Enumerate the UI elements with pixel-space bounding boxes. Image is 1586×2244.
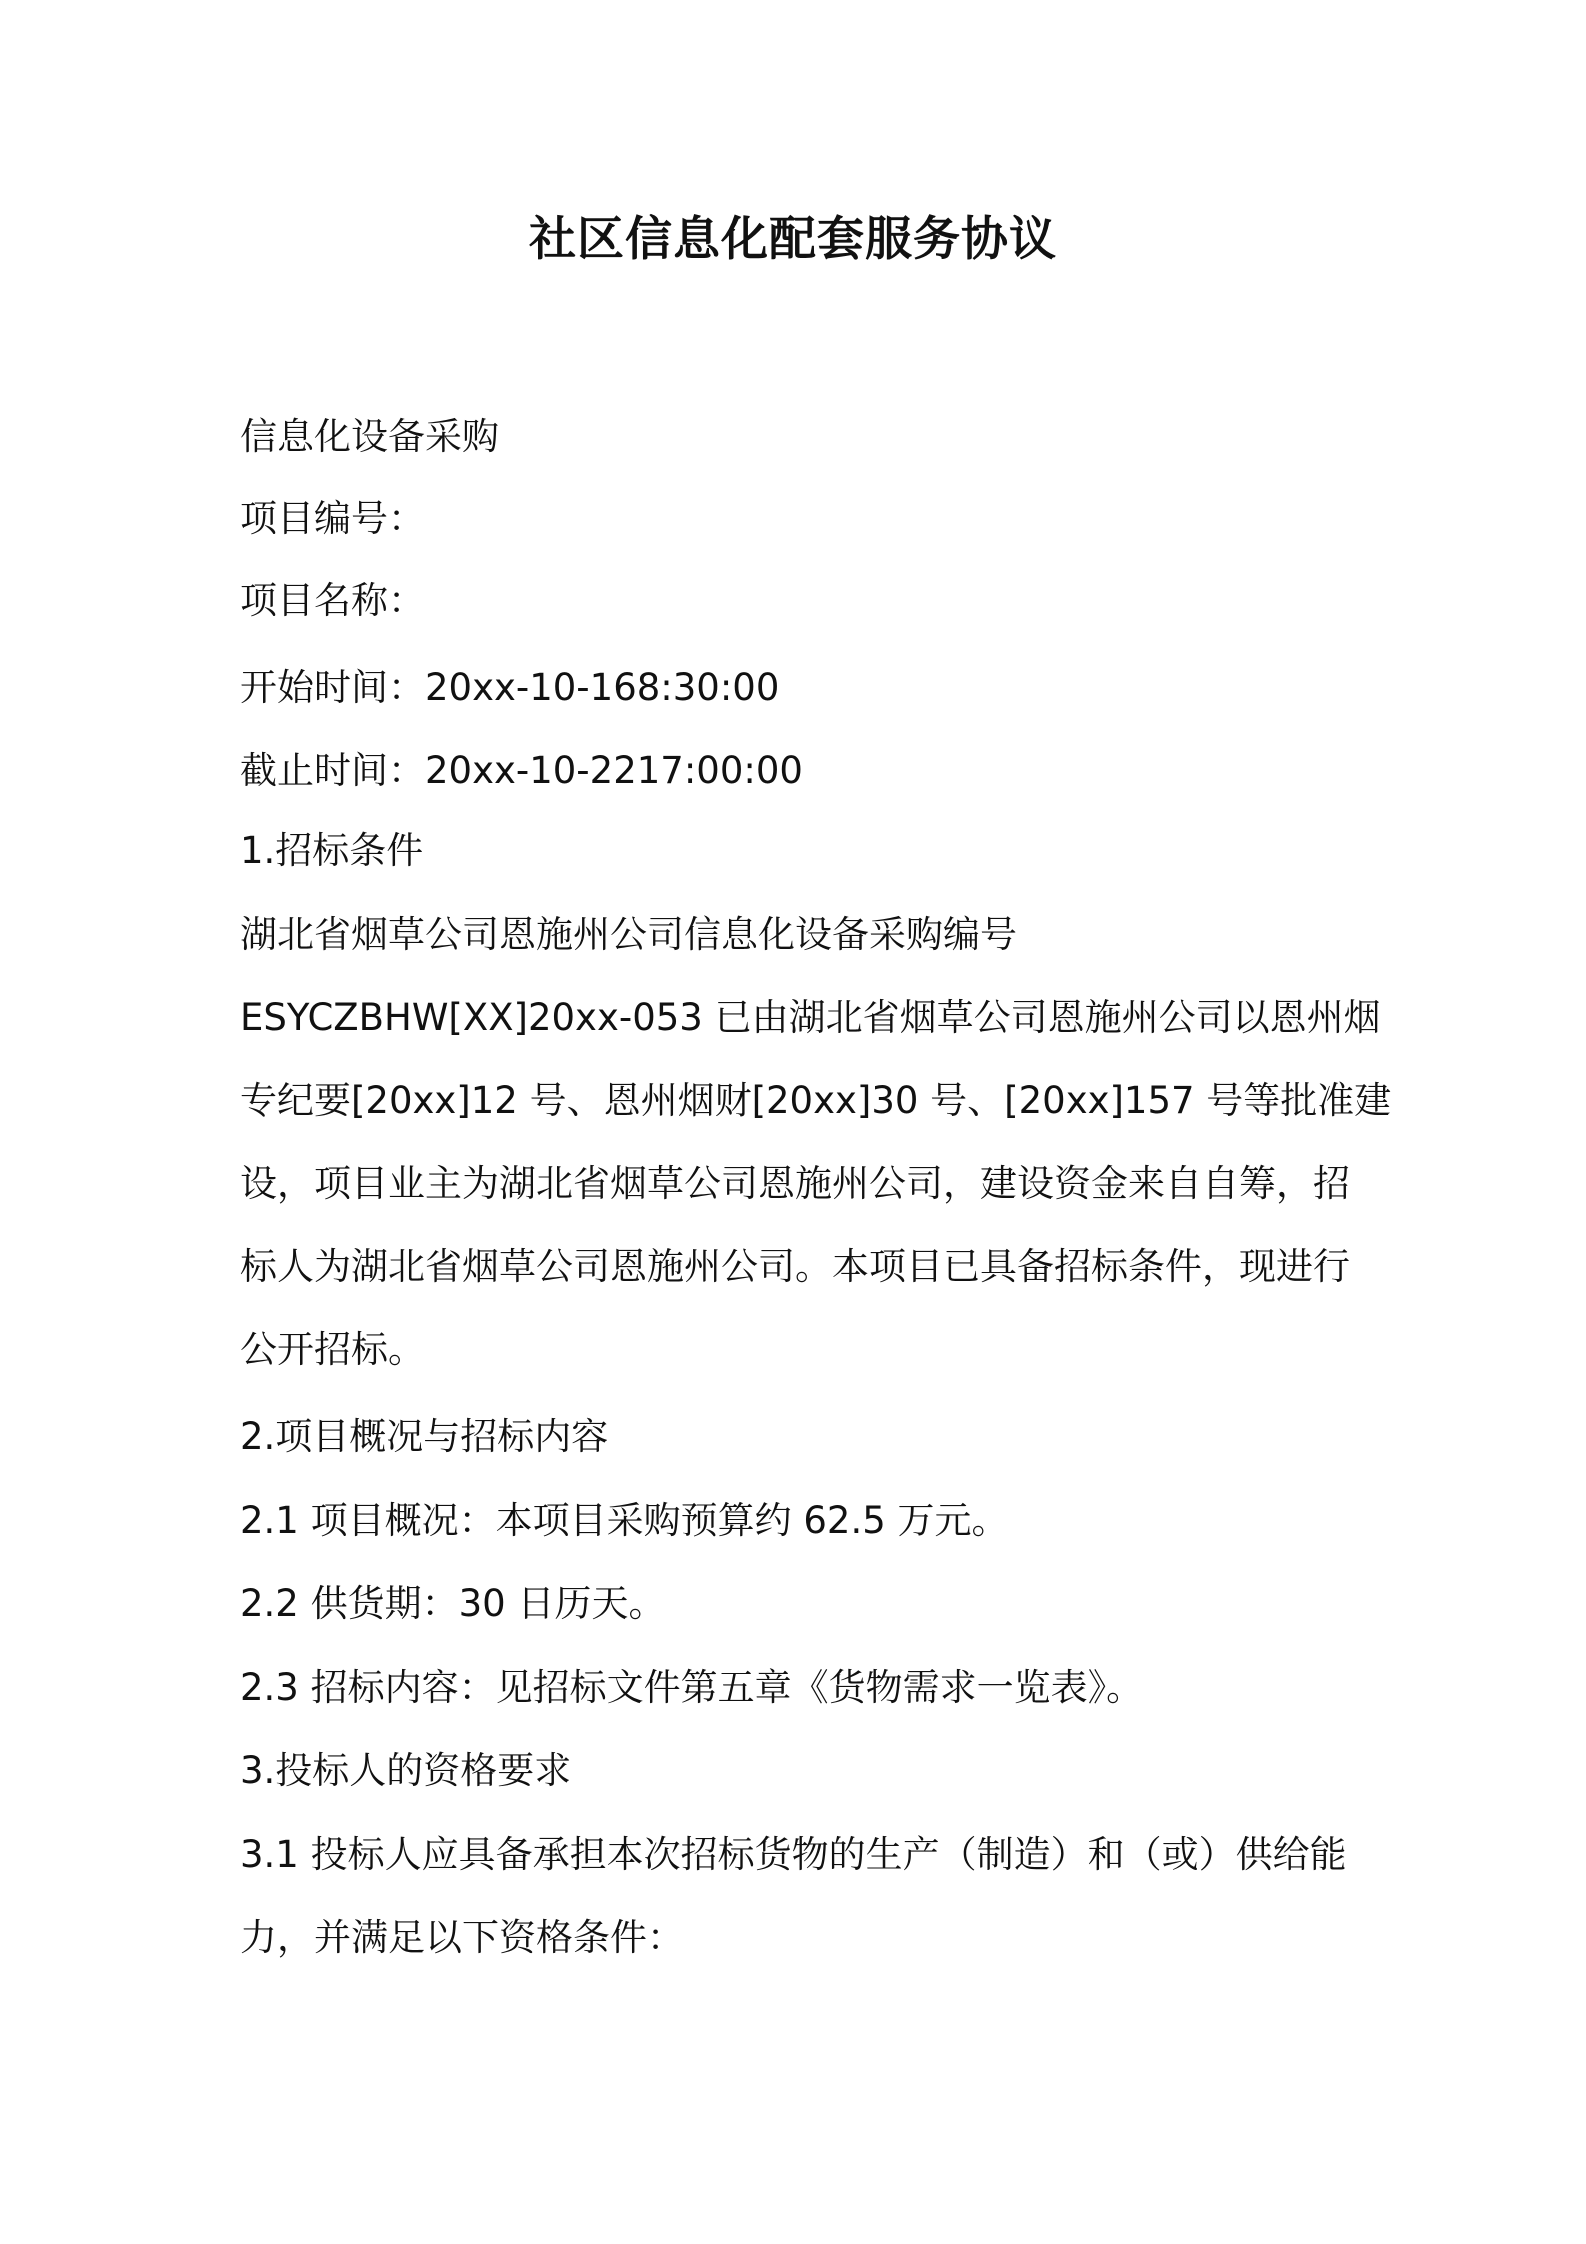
document-title: 社区信息化配套服务协议 (529, 212, 1057, 267)
section-3-item-1 (240, 1813, 1360, 1979)
start-time: 开始时间：20xx-10-168:30:00 (240, 666, 780, 709)
procurement-category: 信息化设备采购 (240, 415, 499, 458)
project-number-label: 项目编号： (240, 497, 425, 540)
project-name-label: 项目名称： (240, 579, 425, 622)
paragraph-line: 3.1 投标人应具备承担本次招标货物的生产（制造）和（或）供给能 (240, 1833, 1347, 1876)
paragraph-line: 力，并满足以下资格条件： (240, 1916, 684, 1959)
paragraph-line: ESYCZBHW[XX]20xx-053 已由湖北省烟草公司恩施州公司以恩州烟 (240, 996, 1381, 1039)
section-2-item-1: 2.1 项目概况：本项目采购预算约 62.5 万元。 (240, 1499, 1009, 1542)
end-time: 截止时间：20xx-10-2217:00:00 (240, 749, 803, 792)
paragraph-line: 公开招标。 (240, 1328, 425, 1371)
section-1-paragraph (240, 893, 1392, 1391)
section-2-heading: 2.项目概况与招标内容 (240, 1415, 609, 1458)
section-2-item-2: 2.2 供货期：30 日历天。 (240, 1582, 666, 1625)
paragraph-line: 湖北省烟草公司恩施州公司信息化设备采购编号 (240, 913, 1017, 956)
section-3-heading: 3.投标人的资格要求 (240, 1749, 572, 1792)
section-2-item-3: 2.3 招标内容：见招标文件第五章《货物需求一览表》。 (240, 1666, 1144, 1709)
paragraph-line: 标人为湖北省烟草公司恩施州公司。本项目已具备招标条件，现进行 (240, 1245, 1350, 1288)
paragraph-line: 设，项目业主为湖北省烟草公司恩施州公司，建设资金来自自筹，招 (240, 1162, 1350, 1205)
paragraph-line: 专纪要[20xx]12 号、恩州烟财[20xx]30 号、[20xx]157 号等批准建 (240, 1079, 1392, 1122)
section-1-heading: 1.招标条件 (240, 829, 424, 872)
